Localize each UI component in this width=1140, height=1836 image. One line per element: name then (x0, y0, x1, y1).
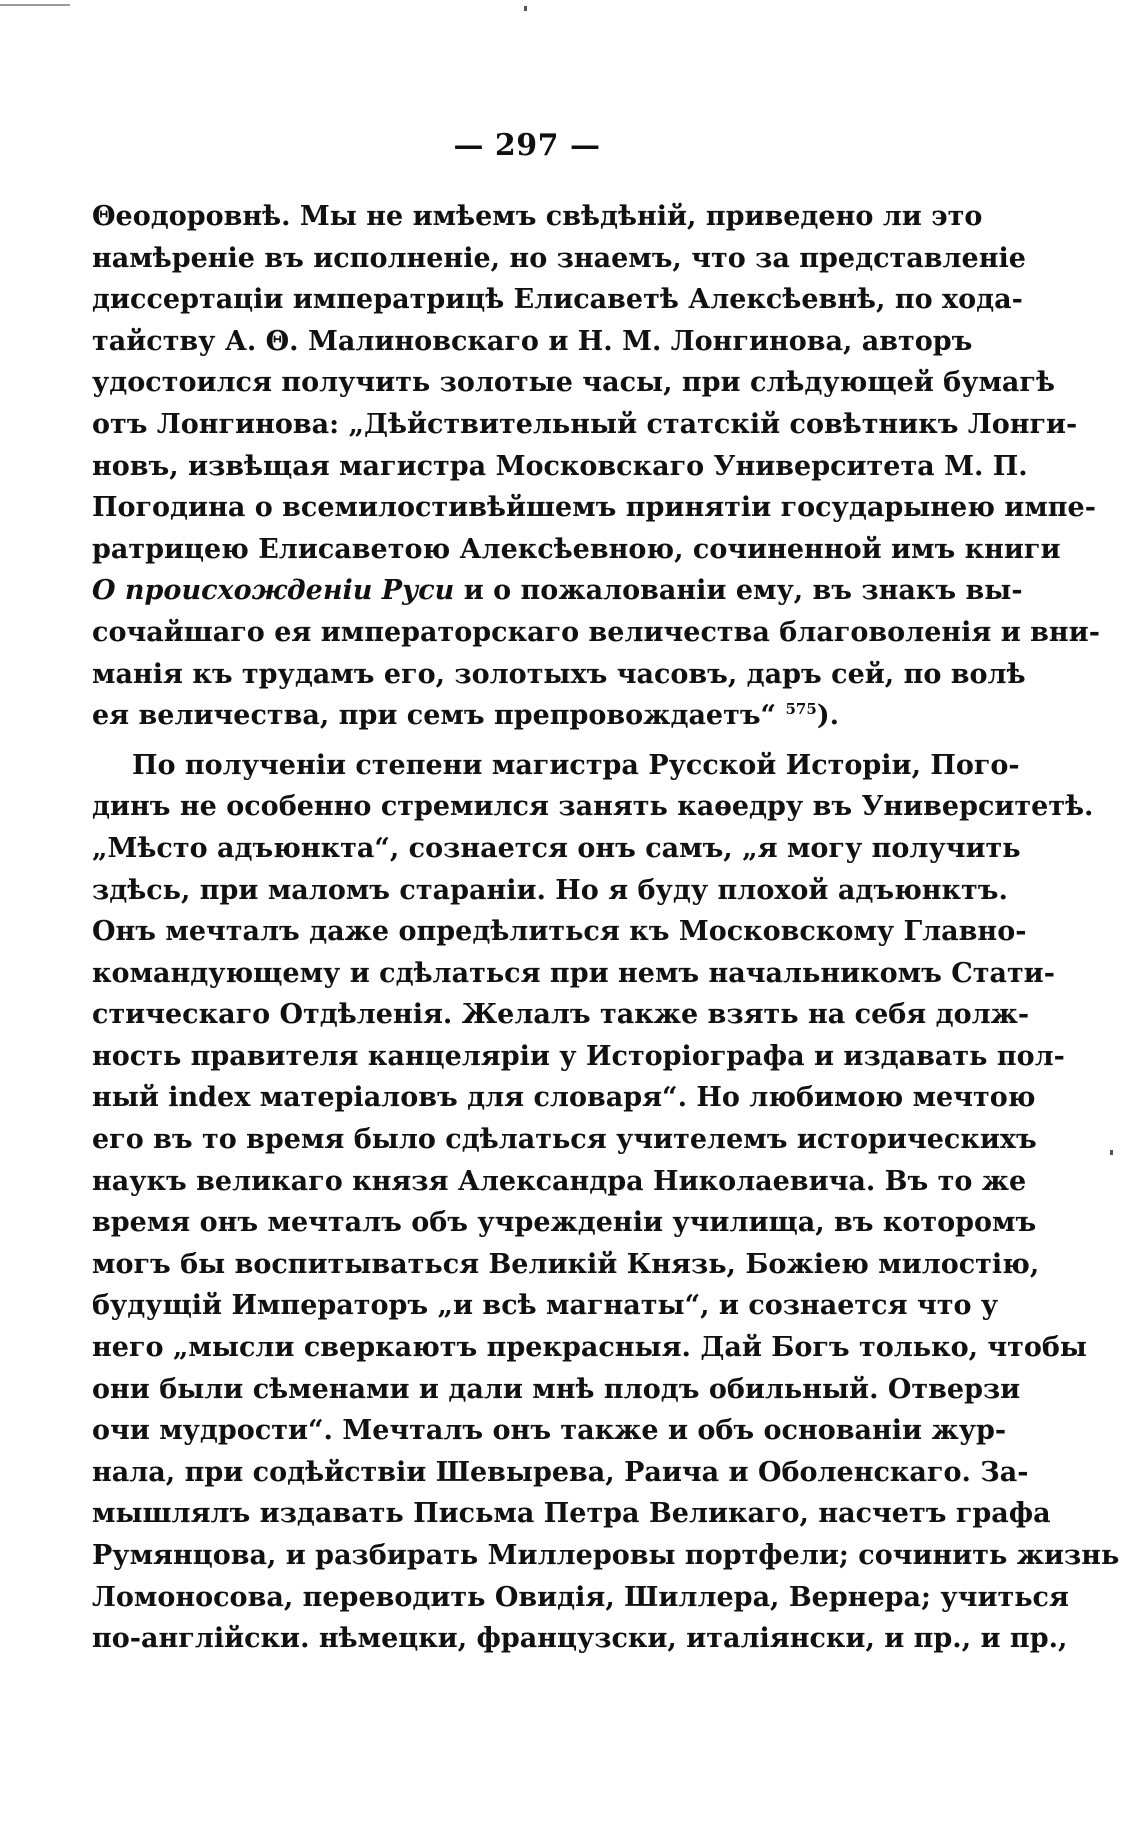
text-line: По полученіи степени магистра Русской Исторіи, Пого- (132, 749, 1020, 781)
text-line: будущій Императоръ „и всѣ магнаты“, и сознается что у (92, 1290, 999, 1322)
footnote-reference: 575 (785, 700, 817, 719)
text-line: стическаго Отдѣленія. Желалъ также взять на себя долж- (92, 999, 1030, 1031)
text-line (92, 695, 962, 737)
text-line: динъ не особенно стремился занять каѳедру въ Университетѣ. (92, 791, 1094, 823)
text-line: очи мудрости“. Мечталъ онъ также и объ основаніи жур- (92, 1415, 1007, 1447)
text-line: тайству А. Θ. Малиновскаго и Н. М. Лонгинова, авторъ (92, 325, 973, 357)
book-page (92, 126, 1120, 1660)
scan-speck (524, 6, 527, 11)
text-line: по-англійски. нѣмецки, французски, италіянски, и пр., и пр., (92, 1623, 1068, 1655)
text-line: Румянцова, и разбирать Миллеровы портфели; сочинить жизнь (92, 1540, 1120, 1571)
text-line: отъ Лонгинова: „Дѣйствительный статскій совѣтникъ Лонги- (92, 408, 1078, 440)
text-line: мышлялъ издавать Письма Петра Великаго, насчетъ графа (92, 1498, 1051, 1530)
text-line: командующему и сдѣлаться при немъ начальникомъ Стати- (92, 957, 1055, 989)
text-line: Ломоносова, переводить Овидія, Шиллера, Вернера; учиться (92, 1581, 1069, 1613)
text-line: намѣреніе въ исполненіе, но знаемъ, что за представленіе (92, 242, 1026, 274)
text-line: него „мысли сверкаютъ прекрасныя. Дай Богъ только, чтобы (92, 1332, 1087, 1364)
book-title-italic: О происхожденіи Руси (92, 575, 455, 607)
text-line: здѣсь, при маломъ стараніи. Но я буду плохой адъюнктъ. (92, 874, 1008, 906)
text-segment: ). (816, 700, 839, 732)
scan-speck (1110, 1150, 1113, 1155)
text-line: время онъ мечталъ объ учрежденіи училища, въ которомъ (92, 1207, 1037, 1239)
text-line: они были сѣменами и дали мнѣ плодъ обильный. Отверзи (92, 1373, 1021, 1405)
text-line: ность правителя канцеляріи у Исторіографа и издавать пол- (92, 1040, 1065, 1072)
paragraph (92, 745, 1120, 1660)
text-line: ный index матеріаловъ для словаря“. Но любимою мечтою (92, 1082, 1036, 1114)
text-line (92, 570, 1023, 612)
text-line: удостоился получить золотые часы, при слѣдующей бумагѣ (92, 367, 1055, 399)
text-line: сочайшаго ея императорскаго величества благоволенія и вни- (92, 616, 1100, 648)
text-segment: и о пожалованіи ему, въ знакъ вы- (454, 575, 1023, 607)
text-line: наукъ великаго князя Александра Николаевича. Въ то же (92, 1165, 1027, 1197)
text-line: нала, при содѣйствіи Шевырева, Раича и Оболенскаго. За- (92, 1456, 1029, 1488)
text-line: манія къ трудамъ его, золотыхъ часовъ, даръ сей, по волѣ (92, 658, 1026, 690)
text-segment: ея величества, при семъ препровождаетъ“ (92, 700, 777, 732)
text-line: Онъ мечталъ даже опредѣлиться къ Московскому Главно- (92, 916, 1027, 948)
text-line: могъ бы воспитываться Великій Князь, Божіею милостію, (92, 1248, 1040, 1280)
text-line: диссертаціи императрицѣ Елисаветѣ Алексѣевнѣ, по хода- (92, 284, 1023, 316)
paragraph (92, 196, 1100, 737)
text-line: „Мѣсто адъюнкта“, сознается онъ самъ, „я могу получить (92, 832, 1021, 864)
text-line: ратрицею Елисаветою Алексѣевною, сочиненной имъ книги (92, 533, 1061, 565)
scan-edge-mark (0, 4, 70, 6)
text-line: его въ то время было сдѣлаться учителемъ историческихъ (92, 1124, 1037, 1156)
text-line: Погодина о всемилостивѣйшемъ принятіи государынею импе- (92, 492, 1096, 524)
text-line: Θеодоровнѣ. Мы не имѣемъ свѣдѣній, приведено ли это (92, 201, 983, 232)
text-line: новъ, извѣщая магистра Московскаго Университета М. П. (92, 450, 1028, 482)
page-number: — 297 — (453, 128, 601, 163)
